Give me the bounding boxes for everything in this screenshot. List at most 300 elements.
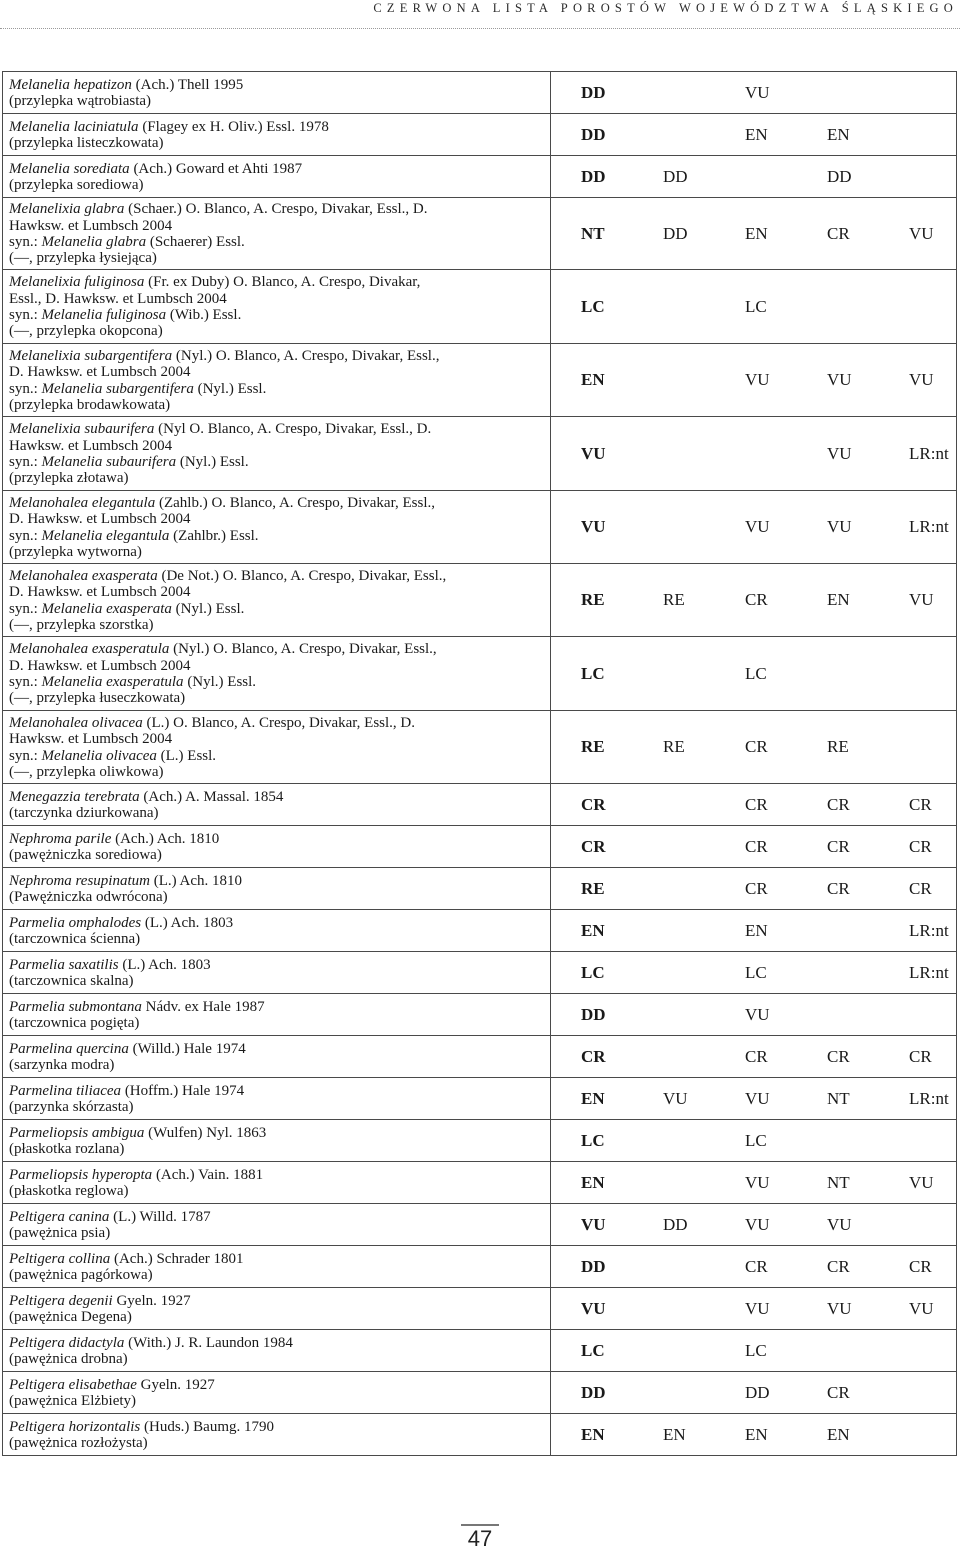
- status-code: [663, 921, 745, 941]
- species-line: [9, 973, 546, 989]
- species-line: [9, 1225, 546, 1241]
- species-line: [9, 1293, 546, 1309]
- status-code: LR:nt: [909, 962, 949, 982]
- name-text: (przylepka brodawkowata): [9, 396, 171, 413]
- species-line: [9, 454, 546, 470]
- status-code: VU: [745, 1172, 770, 1192]
- status-code: [909, 664, 960, 684]
- name-text: (Nyl.) Essl.: [171, 600, 245, 617]
- status-code: VU: [827, 1214, 852, 1234]
- species-cell: [3, 826, 551, 868]
- primary-status-code: DD: [581, 1382, 606, 1402]
- primary-status-code: DD: [581, 124, 606, 144]
- name-text: (tarczownica ścienna): [9, 931, 141, 947]
- status-code: CR: [827, 878, 850, 898]
- name-text: (tarczynka dziurkowana): [9, 805, 159, 821]
- status-code: [827, 664, 909, 684]
- status-code: LR:nt: [909, 920, 949, 940]
- status-code: [663, 837, 745, 857]
- name-text: (pawężniczka sorediowa): [9, 847, 162, 863]
- table-row: [3, 868, 957, 910]
- primary-status-code: LC: [581, 1130, 605, 1150]
- name-text: (De Not.) O. Blanco, A. Crespo, Divakar, Essl.,: [157, 567, 447, 584]
- latin-name: Melanelia exasperatula: [41, 674, 184, 690]
- latin-name: Parmelia omphalodes: [9, 914, 142, 931]
- table-row: [3, 1246, 957, 1288]
- species-line: [9, 93, 546, 109]
- name-text: (Huds.) Baumg. 1790: [140, 1418, 274, 1435]
- status-cell: [551, 1036, 957, 1078]
- status-cell: [551, 72, 957, 114]
- status-code: [663, 1383, 745, 1403]
- species-line: [9, 135, 546, 151]
- species-line: [9, 381, 546, 397]
- table-row: [3, 952, 957, 994]
- primary-status-code: VU: [581, 517, 606, 536]
- species-cell: [3, 711, 551, 784]
- primary-status-code: RE: [581, 590, 605, 609]
- name-text: (sarzynka modra): [9, 1057, 115, 1073]
- status-cell: [551, 564, 957, 637]
- species-line: [9, 1209, 546, 1225]
- status-code: [909, 1425, 960, 1445]
- primary-status-code: LC: [581, 296, 605, 316]
- name-text: (Nyl O. Blanco, A. Crespo, Divakar, Essl., D.: [154, 421, 432, 438]
- name-text: (pawężnica drobna): [9, 1351, 128, 1367]
- table-row: [3, 1162, 957, 1204]
- species-line: [9, 1435, 546, 1451]
- status-code: LC: [745, 962, 767, 982]
- primary-status-code: RE: [581, 737, 605, 756]
- latin-name: Peltigera degenii: [9, 1292, 113, 1309]
- status-code: LC: [745, 1340, 767, 1360]
- latin-name: Melanelia glabra: [41, 234, 147, 250]
- status-cell: [551, 711, 957, 784]
- name-text: (Nyl.) Essl.: [183, 674, 257, 690]
- species-line: [9, 1041, 546, 1057]
- status-code: [663, 125, 745, 145]
- latin-name: Peltigera collina: [9, 1250, 111, 1267]
- table-row: [3, 156, 957, 198]
- species-cell: [3, 344, 551, 417]
- status-code: [909, 1383, 960, 1403]
- species-line: [9, 584, 546, 600]
- name-text: (Ach.) Ach. 1810: [111, 830, 220, 847]
- status-code: VU: [745, 370, 770, 389]
- status-code: EN: [745, 1424, 768, 1444]
- status-code: CR: [827, 1046, 850, 1066]
- name-text: (Wib.) Essl.: [166, 307, 242, 323]
- name-text: Hawksw. et Lumbsch 2004: [9, 731, 173, 748]
- status-code: CR: [827, 794, 850, 814]
- name-text: (pawężnica Degena): [9, 1309, 132, 1325]
- species-line: [9, 364, 546, 380]
- status-code: CR: [909, 836, 932, 856]
- name-text: (parzynka skórzasta): [9, 1099, 134, 1115]
- status-code: [827, 1005, 909, 1025]
- name-text: (Schaer.) O. Blanco, A. Crespo, Divakar, Essl., D.: [124, 201, 428, 218]
- latin-name: Melanelia subargentifera: [41, 380, 194, 397]
- name-text: syn.:: [9, 380, 42, 397]
- name-text: D. Hawksw. et Lumbsch 2004: [9, 584, 191, 601]
- status-code: LC: [745, 663, 767, 683]
- name-text: (pawężnica pagórkowa): [9, 1267, 153, 1283]
- species-line: [9, 250, 546, 266]
- status-code: CR: [909, 1046, 932, 1066]
- species-cell: [3, 1246, 551, 1288]
- status-code: [663, 297, 745, 317]
- status-code: CR: [745, 737, 768, 756]
- species-cell: [3, 1120, 551, 1162]
- species-line: [9, 291, 546, 307]
- name-text: (With.) J. R. Laundon 1984: [124, 1334, 293, 1351]
- species-line: [9, 731, 546, 747]
- species-line: [9, 274, 546, 290]
- species-line: [9, 1393, 546, 1409]
- species-cell: [3, 72, 551, 114]
- species-cell: [3, 564, 551, 637]
- species-line: [9, 831, 546, 847]
- page-number: 47: [461, 1524, 499, 1552]
- species-line: [9, 161, 546, 177]
- status-code: NT: [827, 1088, 850, 1108]
- species-line: [9, 931, 546, 947]
- species-line: [9, 421, 546, 437]
- name-text: (Ach.) Goward et Ahti 1987: [129, 160, 303, 177]
- status-cell: [551, 1078, 957, 1120]
- status-code: [909, 1215, 960, 1235]
- status-code: CR: [745, 878, 768, 898]
- species-line: [9, 1167, 546, 1183]
- species-line: [9, 805, 546, 821]
- species-line: [9, 847, 546, 863]
- species-line: [9, 1351, 546, 1367]
- status-cell: [551, 784, 957, 826]
- species-line: [9, 1125, 546, 1141]
- status-code: CR: [745, 836, 768, 856]
- latin-name: Parmelina quercina: [9, 1040, 129, 1057]
- status-code: [827, 297, 909, 317]
- species-cell: [3, 1036, 551, 1078]
- status-code: VU: [827, 443, 852, 463]
- primary-status-code: EN: [581, 370, 605, 389]
- name-text: syn.:: [9, 234, 42, 250]
- status-code: [663, 795, 745, 815]
- status-cell: [551, 1120, 957, 1162]
- status-cell: [551, 156, 957, 198]
- status-cell: [551, 994, 957, 1036]
- name-text: (Ach.) Vain. 1881: [152, 1166, 264, 1183]
- status-code: EN: [827, 1424, 850, 1444]
- name-text: D. Hawksw. et Lumbsch 2004: [9, 657, 191, 674]
- status-code: [663, 370, 745, 390]
- status-code: EN: [663, 1424, 686, 1444]
- status-code: [909, 297, 960, 317]
- species-line: [9, 748, 546, 764]
- name-text: syn.:: [9, 307, 42, 323]
- status-code: VU: [909, 370, 934, 389]
- name-text: (Schaerer) Essl.: [146, 234, 245, 250]
- status-code: [827, 1131, 909, 1151]
- status-code: [663, 1131, 745, 1151]
- lichen-redlist-table: [2, 71, 957, 1456]
- status-code: VU: [745, 1214, 770, 1234]
- table-row: [3, 1120, 957, 1162]
- latin-name: Parmeliopsis hyperopta: [9, 1166, 153, 1183]
- status-code: DD: [663, 166, 688, 186]
- status-code: LR:nt: [909, 1088, 949, 1108]
- species-cell: [3, 952, 551, 994]
- primary-status-code: VU: [581, 443, 606, 463]
- name-text: (Nyl.) Essl.: [193, 380, 267, 397]
- name-text: (—, przylepka oliwkowa): [9, 763, 164, 780]
- species-line: [9, 511, 546, 527]
- name-text: (L.) O. Blanco, A. Crespo, Divakar, Essl., D.: [142, 714, 415, 731]
- table-row: [3, 1036, 957, 1078]
- primary-status-code: NT: [581, 223, 605, 243]
- species-line: [9, 601, 546, 617]
- status-code: [663, 83, 745, 103]
- name-text: syn.:: [9, 600, 42, 617]
- species-line: [9, 889, 546, 905]
- primary-status-code: DD: [581, 166, 606, 186]
- table-row: [3, 910, 957, 952]
- status-code: [909, 1005, 960, 1025]
- species-line: [9, 764, 546, 780]
- species-line: [9, 1099, 546, 1115]
- status-code: [663, 444, 745, 464]
- species-cell: [3, 1414, 551, 1456]
- status-code: DD: [745, 1382, 770, 1402]
- name-text: (Nyl.) O. Blanco, A. Crespo, Divakar, Essl.,: [169, 641, 437, 658]
- name-text: (Fr. ex Duby) O. Blanco, A. Crespo, Divakar,: [144, 274, 421, 291]
- status-code: NT: [827, 1172, 850, 1192]
- table-row: [3, 1288, 957, 1330]
- status-code: RE: [663, 737, 685, 756]
- status-code: [909, 125, 960, 145]
- table-row: [3, 784, 957, 826]
- species-cell: [3, 994, 551, 1036]
- species-line: [9, 177, 546, 193]
- species-line: [9, 544, 546, 560]
- table-row: [3, 826, 957, 868]
- status-code: CR: [909, 1256, 932, 1276]
- status-code: DD: [663, 1214, 688, 1234]
- status-code: RE: [663, 590, 685, 609]
- latin-name: Melanelia exasperata: [41, 600, 172, 617]
- latin-name: Melanelia subaurifera: [41, 454, 177, 470]
- latin-name: Melanohalea olivacea: [9, 714, 143, 731]
- latin-name: Parmelia submontana: [9, 998, 142, 1015]
- status-code: EN: [745, 920, 768, 940]
- name-text: (przylepka złotawa): [9, 470, 129, 487]
- name-text: (Nyl.) Essl.: [176, 454, 249, 470]
- status-code: CR: [909, 878, 932, 898]
- name-text: (L.) Ach. 1810: [149, 872, 243, 889]
- species-line: [9, 957, 546, 973]
- status-code: VU: [745, 1004, 770, 1024]
- latin-name: Melanelia hepatizon: [9, 76, 132, 93]
- status-cell: [551, 1330, 957, 1372]
- status-code: [745, 167, 827, 187]
- latin-name: Melanelixia subaurifera: [9, 421, 155, 438]
- status-code: VU: [745, 1088, 770, 1108]
- species-line: [9, 397, 546, 413]
- name-text: (Willd.) Hale 1974: [128, 1040, 246, 1057]
- status-code: [827, 1341, 909, 1361]
- status-cell: [551, 637, 957, 711]
- species-line: [9, 1251, 546, 1267]
- name-text: syn.:: [9, 454, 42, 470]
- latin-name: Parmelina tiliacea: [9, 1082, 122, 1099]
- status-code: [663, 1005, 745, 1025]
- name-text: (Ach.) Schrader 1801: [110, 1250, 244, 1267]
- status-code: VU: [909, 590, 934, 609]
- name-text: (Ach.) Thell 1995: [131, 76, 244, 93]
- species-cell: [3, 1330, 551, 1372]
- species-line: [9, 307, 546, 323]
- table-row: [3, 198, 957, 270]
- status-code: [663, 1173, 745, 1193]
- status-code: CR: [827, 1256, 850, 1276]
- latin-name: Melanelia laciniatula: [9, 118, 139, 135]
- status-code: LR:nt: [909, 443, 949, 463]
- status-cell: [551, 417, 957, 491]
- status-code: LC: [745, 1130, 767, 1150]
- latin-name: Parmelia saxatilis: [9, 956, 119, 973]
- name-text: (pawężnica Elżbiety): [9, 1393, 137, 1409]
- primary-status-code: CR: [581, 794, 606, 814]
- latin-name: Menegazzia terebrata: [9, 788, 140, 805]
- status-cell: [551, 1372, 957, 1414]
- species-cell: [3, 198, 551, 270]
- latin-name: Melanelia sorediata: [9, 160, 130, 177]
- status-code: CR: [745, 590, 768, 609]
- status-code: CR: [745, 1256, 768, 1276]
- status-code: [663, 1047, 745, 1067]
- status-code: CR: [827, 223, 850, 243]
- species-cell: [3, 1204, 551, 1246]
- status-code: CR: [827, 1382, 850, 1402]
- status-code: CR: [827, 836, 850, 856]
- name-text: (Pawężniczka odwrócona): [9, 889, 168, 905]
- primary-status-code: CR: [581, 836, 606, 856]
- status-cell: [551, 826, 957, 868]
- latin-name: Melanelixia subargentifera: [9, 347, 173, 364]
- primary-status-code: VU: [581, 1214, 606, 1234]
- status-code: [663, 963, 745, 983]
- name-text: (—, przylepka łuseczkowata): [9, 690, 186, 707]
- status-code: VU: [745, 517, 770, 536]
- status-code: [663, 1341, 745, 1361]
- name-text: (płaskotka rozlana): [9, 1141, 125, 1157]
- species-cell: [3, 491, 551, 564]
- name-text: D. Hawksw. et Lumbsch 2004: [9, 511, 191, 528]
- table-row: [3, 344, 957, 417]
- latin-name: Nephroma resupinatum: [9, 872, 150, 889]
- name-text: Essl., D. Hawksw. et Lumbsch 2004: [9, 290, 227, 307]
- species-line: [9, 1141, 546, 1157]
- species-line: [9, 1335, 546, 1351]
- primary-status-code: DD: [581, 82, 606, 102]
- species-line: [9, 1419, 546, 1435]
- primary-status-code: DD: [581, 1004, 606, 1024]
- status-cell: [551, 1246, 957, 1288]
- species-line: [9, 438, 546, 454]
- status-cell: [551, 1162, 957, 1204]
- status-code: VU: [909, 223, 934, 243]
- name-text: (przylepka wątrobiasta): [9, 93, 152, 109]
- species-cell: [3, 868, 551, 910]
- name-text: Gyeln. 1927: [112, 1292, 191, 1309]
- status-code: [909, 737, 960, 757]
- latin-name: Melanohalea exasperata: [9, 567, 158, 584]
- primary-status-code: LC: [581, 962, 605, 982]
- latin-name: Melanohalea elegantula: [9, 494, 156, 511]
- primary-status-code: EN: [581, 920, 605, 940]
- status-cell: [551, 1204, 957, 1246]
- status-cell: [551, 270, 957, 344]
- latin-name: Melanelia olivacea: [41, 747, 157, 764]
- status-code: [663, 664, 745, 684]
- status-code: [663, 879, 745, 899]
- status-cell: [551, 910, 957, 952]
- species-line: [9, 617, 546, 633]
- status-cell: [551, 1288, 957, 1330]
- species-line: [9, 715, 546, 731]
- species-line: [9, 528, 546, 544]
- status-code: EN: [827, 590, 850, 609]
- species-line: [9, 641, 546, 657]
- name-text: (tarczownica skalna): [9, 973, 134, 989]
- status-cell: [551, 491, 957, 564]
- status-code: VU: [827, 1298, 852, 1318]
- status-code: [663, 1257, 745, 1277]
- table-row: [3, 114, 957, 156]
- name-text: (Flagey ex H. Oliv.) Essl. 1978: [138, 118, 329, 135]
- status-code: VU: [909, 1172, 934, 1192]
- table-row: [3, 270, 957, 344]
- species-line: [9, 1015, 546, 1031]
- status-code: VU: [745, 82, 770, 102]
- status-code: [909, 167, 960, 187]
- status-code: EN: [745, 124, 768, 144]
- species-line: [9, 658, 546, 674]
- primary-status-code: LC: [581, 1340, 605, 1360]
- status-code: LC: [745, 296, 767, 316]
- name-text: Hawksw. et Lumbsch 2004: [9, 217, 173, 234]
- species-line: [9, 1309, 546, 1325]
- status-code: [663, 517, 745, 537]
- table-row: [3, 1330, 957, 1372]
- species-line: [9, 470, 546, 486]
- status-code: [745, 444, 827, 464]
- species-cell: [3, 1162, 551, 1204]
- latin-name: Melanohalea exasperatula: [9, 641, 170, 658]
- header-divider: [0, 28, 960, 29]
- name-text: syn.:: [9, 747, 42, 764]
- species-line: [9, 1267, 546, 1283]
- status-code: EN: [745, 223, 768, 243]
- table-row: [3, 1204, 957, 1246]
- name-text: (przylepka wytworna): [9, 543, 142, 560]
- name-text: (płaskotka reglowa): [9, 1183, 129, 1199]
- latin-name: Peltigera horizontalis: [9, 1418, 141, 1435]
- status-code: [909, 83, 960, 103]
- species-line: [9, 789, 546, 805]
- species-line: [9, 1183, 546, 1199]
- species-line: [9, 999, 546, 1015]
